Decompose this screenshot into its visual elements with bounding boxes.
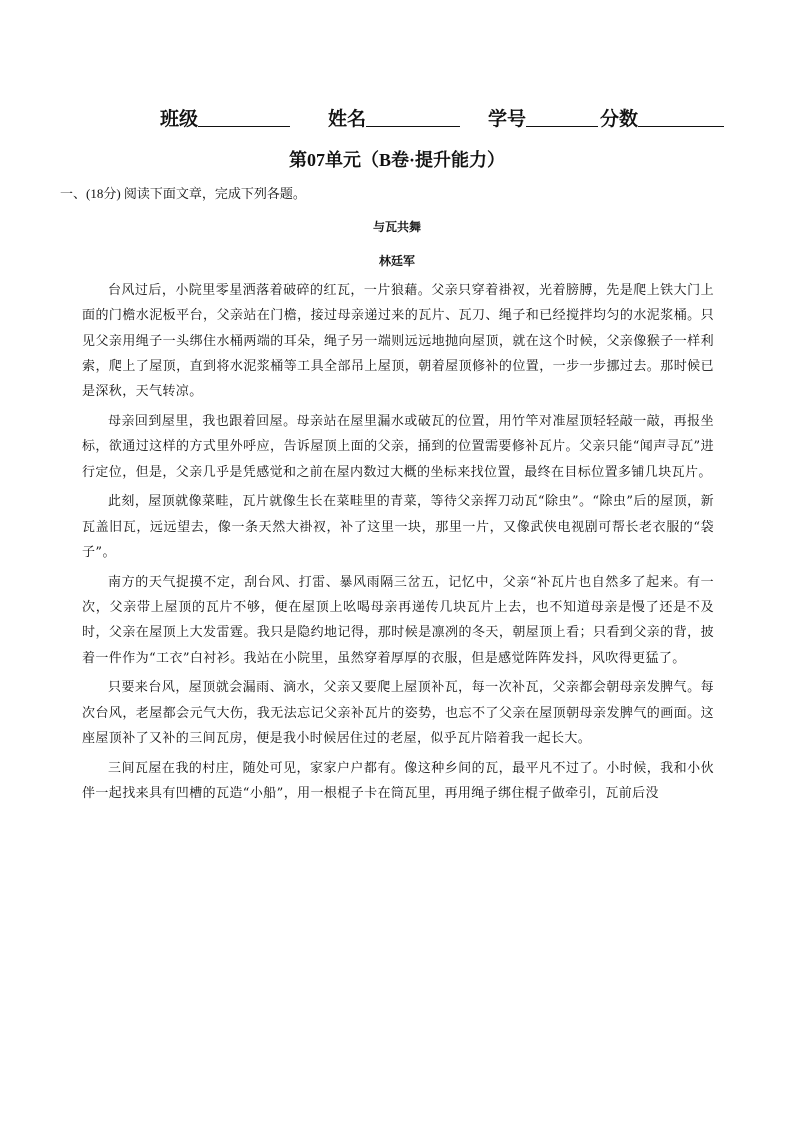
article-paragraph: 此刻，屋顶就像菜畦，瓦片就像生长在菜畦里的青菜，等待父亲挥刀动瓦“除虫”。“除虫”后的屋顶，新瓦盖旧瓦，远远望去，像一条天然大褂衩，补了这里一块，那里一片，又像武侠电视剧可帮长老衣服的“袋子”。 [82, 494, 714, 560]
question-instruction: 一、(18分) 阅读下面文章，完成下列各题。 [60, 186, 306, 201]
student-info-header [160, 104, 760, 130]
article-paragraph: 三间瓦屋在我的村庄，随处可见，家家户户都有。像这种乡间的瓦，最平凡不过了。小时候，我和小伙伴一起找来具有凹槽的瓦造“小船”，用一根棍子卡在筒瓦里，再用绳子绑住棍子做牵引，瓦前后没 [82, 760, 714, 802]
class-field [160, 104, 290, 131]
name-field [328, 104, 460, 131]
id-field [488, 104, 598, 131]
class-blank-line[interactable] [198, 107, 290, 127]
student-id-blank-line[interactable] [526, 107, 598, 127]
article-paragraph: 只要来台风，屋顶就会漏雨、滴水，父亲又要爬上屋顶补瓦，每一次补瓦，父亲都会朝母亲发脾气。每次台风，老屋都会元气大伤，我无法忘记父亲补瓦片的姿势，也忘不了父亲在屋顶朝母亲发脾气的画面。这座屋顶补了又补的三间瓦房，便是我小时候居住过的老屋，似乎瓦片陪着我一起长大。 [82, 680, 714, 747]
article-paragraph: 南方的天气捉摸不定，刮台风、打雷、暴风雨隔三岔五，记忆中，父亲“补瓦片也自然多了起来。有一次，父亲带上屋顶的瓦片不够，便在屋顶上吆喝母亲再递传几块瓦片上去，也不知道母亲是慢了还是不及时，父亲在屋顶上大发雷霆。我只是隐约地记得，那时候是凛冽的冬天，朝屋顶上看；只看到父亲的背，披着一件作为“工衣”白衬衫。我站在小院里，虽然穿着厚厚的衣服，但是感觉阵阵发抖，风吹得更猛了。 [82, 574, 714, 666]
score-label: 分数 [600, 109, 639, 130]
unit-title: 第07单元（B卷·提升能力） [288, 150, 505, 170]
article-paragraph: 台风过后，小院里零星洒落着破碎的红瓦，一片狼藉。父亲只穿着褂衩，光着膀膊，先是爬上铁大门上面的门檐水泥板平台，父亲站在门檐，接过母亲递过来的瓦片、瓦刀、绳子和已经搅拌均匀的水泥浆桶。只见父亲用绳子一头绑住水桶两端的耳朵，绳子另一端则远远地抛向屋顶，就在这个时候，父亲像猴子一样利索，爬上了屋顶，直到将水泥浆桶等工具全部吊上屋顶，朝着屋顶修补的位置，一步一步挪过去。那时候已是深秋，天气转凉。 [82, 283, 714, 400]
score-blank-line[interactable] [638, 107, 724, 127]
student-id-label: 学号 [488, 109, 527, 130]
article-author: 林廷军 [378, 254, 415, 268]
score-field [600, 104, 724, 131]
name-blank-line[interactable] [366, 107, 460, 127]
class-label: 班级 [160, 109, 199, 130]
article-title: 与瓦共舞 [372, 220, 421, 234]
article-body [82, 278, 714, 811]
name-label: 姓名 [328, 109, 367, 130]
article-paragraph: 母亲回到屋里，我也跟着回屋。母亲站在屋里漏水或破瓦的位置，用竹竿对准屋顶轻轻敲一敲，再报坐标，欲通过这样的方式里外呼应，告诉屋顶上面的父亲，捅到的位置需要修补瓦片。父亲只能“闻声寻瓦”进行定位，但是，父亲几乎是凭感觉和之前在屋内数过大概的坐标来找位置，最终在目标位置多铺几块瓦片。 [82, 413, 714, 480]
